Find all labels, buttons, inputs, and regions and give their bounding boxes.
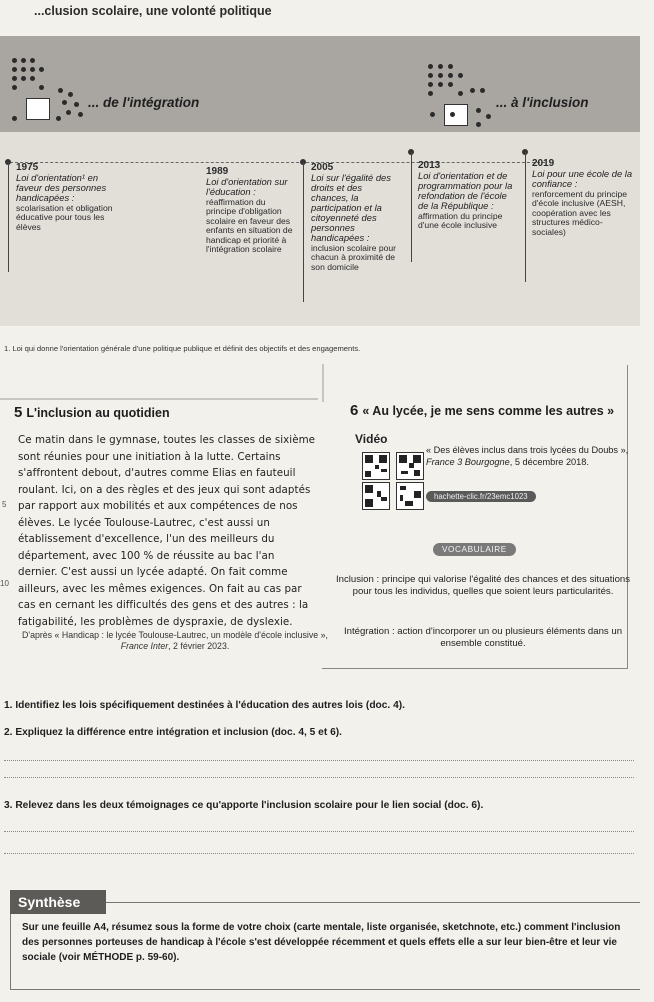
doc6-header-bar (322, 364, 324, 402)
qr-code-icon[interactable] (396, 452, 424, 480)
qr-code-icon[interactable] (362, 452, 390, 480)
question-1: 1. Identifiez les lois spécifiquement destinées à l'éducation des autres lois (doc. 4). (4, 700, 405, 711)
inclusion-illustration (420, 62, 496, 130)
vocab-integration: Intégration : action d'incorporer un ou plusieurs éléments dans un ensemble constitué. (343, 626, 623, 649)
vocab-inclusion: Inclusion : principe qui valorise l'égalité des chances et des situations pour tous les individus, quelles que soient leurs particularités. (335, 574, 631, 597)
synthese-rule (106, 902, 640, 903)
timeline-header (0, 36, 640, 132)
page-title: ...clusion scolaire, une volonté politique (34, 4, 272, 18)
doc6-number: 6 (350, 402, 359, 419)
phase-integration-label: ... de l'intégration (88, 95, 200, 110)
event-connector (411, 152, 412, 262)
event-connector (525, 152, 526, 282)
doc5-header-bar (0, 398, 318, 400)
video-link[interactable]: hachette-clic.fr/23emc1023 (426, 491, 536, 502)
doc5-text: Ce matin dans le gymnase, toutes les classes de sixième sont réunies pour une initiation à la lutte. Certains s'affrontent debout, d'autres comme Elias en fauteuil roulant. Ici, on a des règles et des jeux qui sont adaptés par rapport aux mobilités et aux compétences de nos élèves. Le lycée Toulouse-Lautrec, c'est aussi un établissement d'excellence, l'un des meilleurs du département, avec 100 % de réussite au bac l'an dernier. C'est aussi un lycée adapté. On fait comme ailleurs, avec les mêmes exigences. On fait au cas par cas en cernant les difficultés des gens et des autres : la fatigabilité, les problèmes de dyspraxie, de dyslexie. (18, 434, 316, 628)
doc5-number: 5 (14, 404, 23, 421)
doc5-source: D'après « Handicap : le lycée Toulouse-Lautrec, un modèle d'école inclusive », France Inter, 2 février 2023. (22, 630, 328, 651)
timeline-event-1989: 1989 Loi d'orientation sur l'éducation : réaffirmation du principe d'obligation scolaire en faveur des enfants en situation de handicap et priorité à l'intégration scolaire (206, 166, 293, 255)
video-description: « Des élèves inclus dans trois lycées du Doubs », France 3 Bourgogne, 5 décembre 2018. (426, 445, 629, 468)
answer-line[interactable] (4, 831, 634, 832)
qr-code-icon[interactable] (362, 482, 390, 510)
timeline-band (0, 36, 640, 326)
synthese-label: Synthèse (10, 890, 106, 914)
timeline-event-2005: 2005 Loi sur l'égalité des droits et des chances, la participation et la citoyenneté des personnes handicapées : inclusion scolaire pour chacun à proximité de son domicile (311, 162, 397, 272)
timeline-event-2013: 2013 Loi d'orientation et de programmation pour la refondation de l'école de la République : affirmation du principe d'une école inclusive (418, 160, 513, 231)
question-2: 2. Expliquez la différence entre intégration et inclusion (doc. 4, 5 et 6). (4, 727, 342, 738)
answer-line[interactable] (4, 853, 634, 854)
qr-code-icon[interactable] (396, 482, 424, 510)
timeline-event-2019: 2019 Loi pour une école de la confiance : renforcement du principe d'école inclusive (AESH, coopération avec les structures médico-sociales) (532, 158, 633, 237)
doc6-title: « Au lycée, je me sens comme les autres » (362, 404, 615, 418)
synthese-text: Sur une feuille A4, résumez sous la forme de votre choix (carte mentale, liste organisée, sketchnote, etc.) comment l'inclusion des personnes porteuses de handicap à l'école s'est développée récemment et quels effets elle a sur leur bien-être et leur vie sociale (voir MÉTHODE p. 59-60). (22, 922, 621, 963)
line-number: 10 (0, 579, 9, 588)
event-connector (8, 162, 9, 272)
doc6-heading (350, 402, 614, 419)
integration-illustration (8, 56, 88, 126)
doc5-heading (14, 404, 170, 421)
timeline-footnote: 1. Loi qui donne l'orientation générale d'une politique publique et définit des objectifs et des engagements. (4, 344, 361, 353)
line-number: 5 (2, 500, 7, 509)
timeline-event-1975: 1975 Loi d'orientation¹ en faveur des personnes handicapées : scolarisation et obligation éducative pour tous les élèves (16, 162, 113, 232)
video-label: Vidéo (355, 432, 388, 446)
question-3: 3. Relevez dans les deux témoignages ce qu'apporte l'inclusion scolaire pour le lien social (doc. 6). (4, 800, 484, 811)
event-connector (303, 162, 304, 302)
doc5-title: L'inclusion au quotidien (26, 406, 170, 420)
vocabulary-label: VOCABULAIRE (433, 543, 516, 556)
phase-inclusion-label: ... à l'inclusion (496, 95, 589, 110)
answer-line[interactable] (4, 760, 634, 761)
answer-line[interactable] (4, 777, 634, 778)
